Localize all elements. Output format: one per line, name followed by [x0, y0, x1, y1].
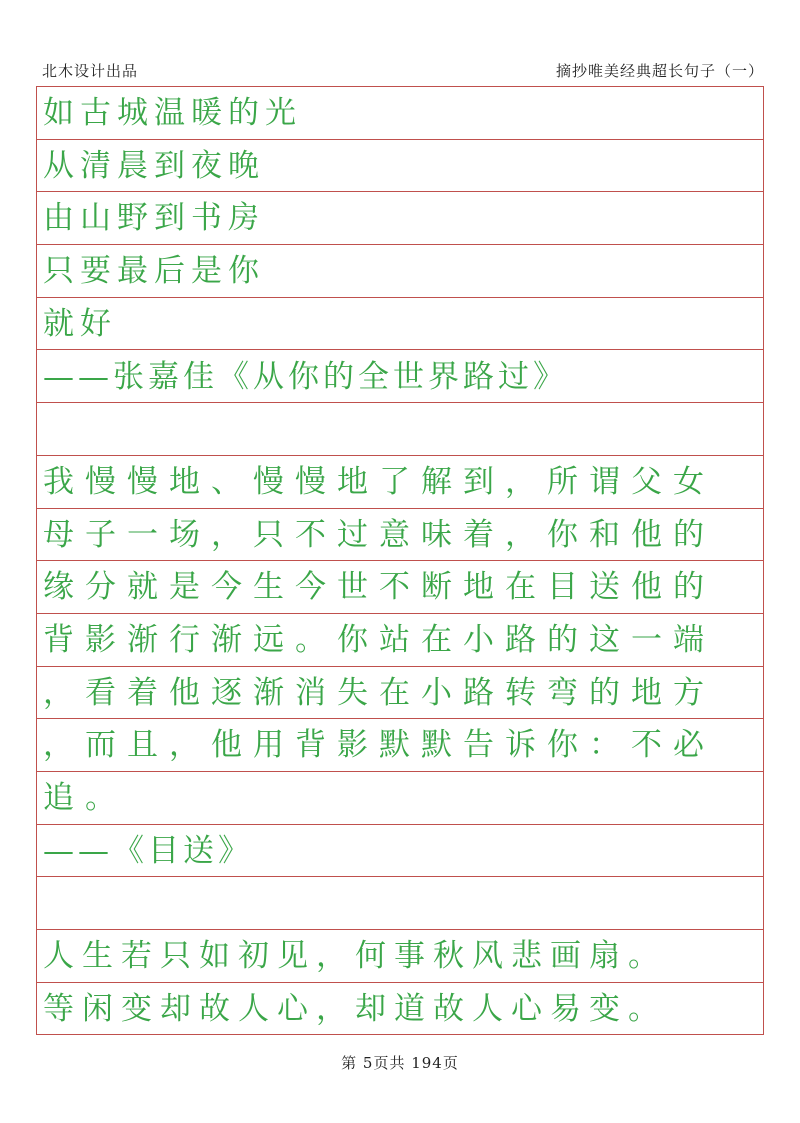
text-line-13: 人生若只如初见，何事秋风悲画扇。	[37, 930, 763, 983]
text-line-14: 等闲变却故人心，却道故人心易变。	[43, 990, 667, 1027]
text-line-11: ，而且，他用背影默默告诉你：不必	[37, 719, 763, 772]
page-number: 第 5页共 194页	[341, 1054, 459, 1072]
text-line-3: 由山野到书房	[37, 192, 763, 245]
text-line-10: ，看着他逐渐消失在小路转弯的地方	[37, 667, 763, 720]
text-line-8: 缘分就是今生今世不断地在目送他的	[37, 561, 763, 614]
attribution-line-1: ——张嘉佳《从你的全世界路过》	[37, 351, 763, 404]
text-line-12: 追。	[37, 772, 763, 825]
text-line-1: 如古城温暖的光	[37, 87, 763, 140]
attribution-line-2: ——《目送》	[37, 825, 763, 878]
text-line-9: 背影渐行渐远。你站在小路的这一端	[37, 614, 763, 667]
document-title: 摘抄唯美经典超长句子（一）	[555, 62, 764, 80]
blank-line-1	[37, 403, 763, 456]
ruled-writing-sheet	[36, 86, 764, 1035]
blank-line-2	[37, 878, 763, 931]
text-line-7: 母子一场，只不过意味着，你和他的	[37, 509, 763, 562]
text-line-4: 只要最后是你	[37, 245, 763, 298]
text-line-2: 从清晨到夜晚	[37, 140, 763, 193]
publisher-label: 北木设计出品	[42, 62, 139, 80]
text-line-5: 就好	[37, 298, 763, 351]
text-line-6: 我慢慢地、慢慢地了解到，所谓父女	[37, 456, 763, 509]
